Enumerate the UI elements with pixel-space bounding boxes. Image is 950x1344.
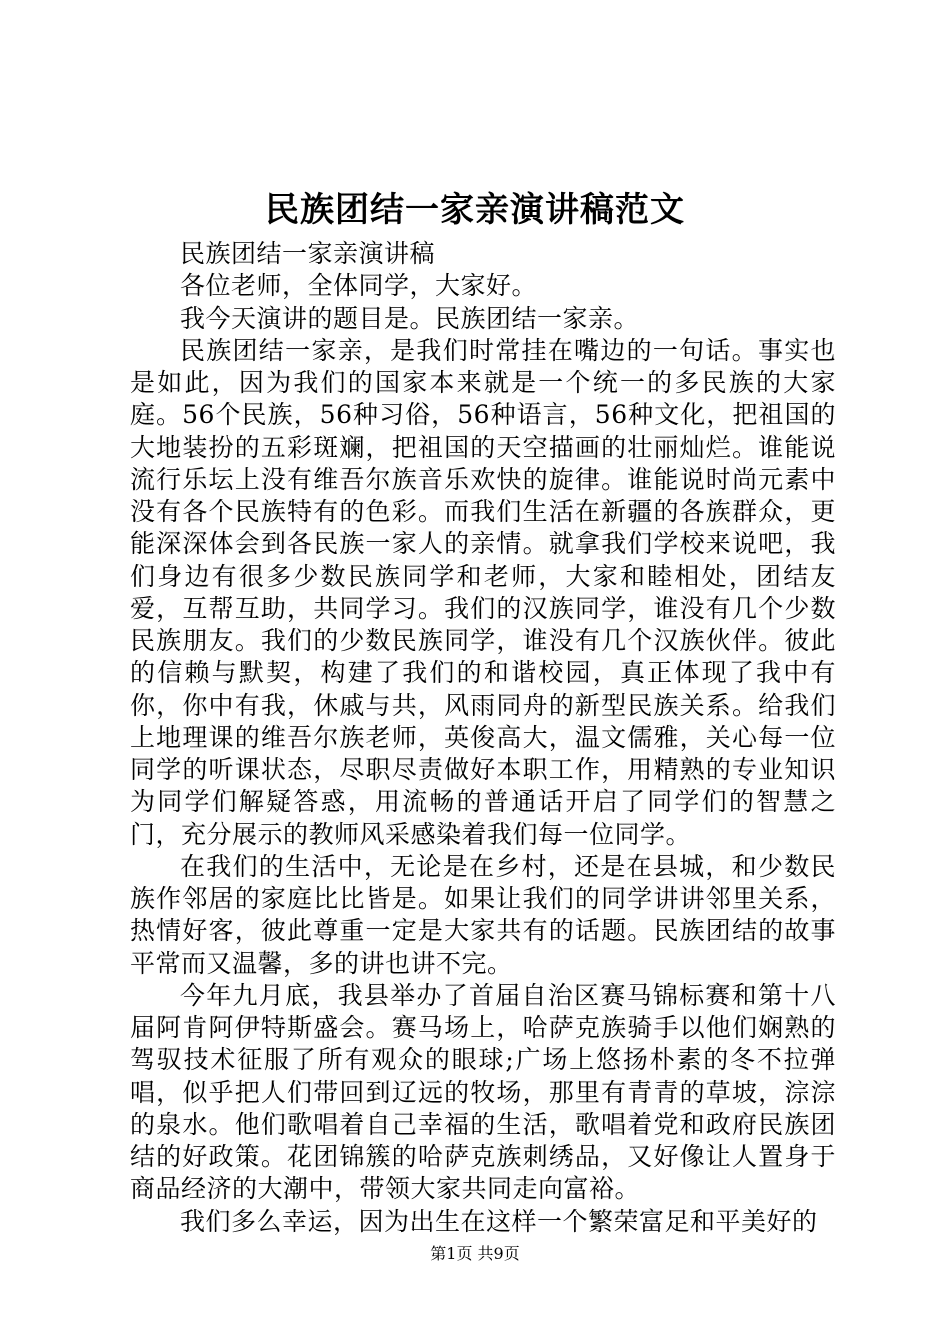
document-body [130,238,836,1238]
paragraph-subtitle: 民族团结一家亲演讲稿 [180,239,436,268]
page-number: 第1页 共9页 [430,1244,520,1263]
document-title: 民族团结一家亲演讲稿范文 [265,190,685,230]
paragraph-body: 在我们的生活中，无论是在乡村，还是在县城，和少数民族作邻居的家庭比比皆是。如果让我们的同学讲讲邻里关系，热情好客，彼此尊重一定是大家共有的话题。民族团结的故事平常而又温馨，多的讲也讲不完。 [130,851,836,978]
paragraph-body: 民族团结一家亲，是我们时常挂在嘴边的一句话。事实也是如此，因为我们的国家本来就是一个统一的多民族的大家庭。56个民族，56种习俗，56种语言，56种文化，把祖国的大地装扮的五彩斑斓，把祖国的天空描画的壮丽灿烂。谁能说流行乐坛上没有维吾尔族音乐欢快的旋律。谁能说时尚元素中没有各个民族特有的色彩。而我们生活在新疆的各族群众，更能深深体会到各民族一家人的亲情。就拿我们学校来说吧，我们身边有很多少数民族同学和老师，大家和睦相处，团结友爱，互帮互助，共同学习。我们的汉族同学，谁没有几个少数民族朋友。我们的少数民族同学，谁没有几个汉族伙伴。彼此的信赖与默契，构建了我们的和谐校园，真正体现了我中有你，你中有我，休戚与共，风雨同舟的新型民族关系。给我们上地理课的维吾尔族老师，英俊高大，温文儒雅，关心每一位同学的听课状态，尽职尽责做好本职工作，用精熟的专业知识为同学们解疑答惑，用流畅的普通话开启了同学们的智慧之门，充分展示的教师风采感染着我们每一位同学。 [130,335,836,849]
paragraph-body: 今年九月底，我县举办了首届自治区赛马锦标赛和第十八届阿肯阿伊特斯盛会。赛马场上，哈萨克族骑手以他们娴熟的驾驭技术征服了所有观众的眼球;广场上悠扬朴素的冬不拉弹唱，似乎把人们带回到辽远的牧场，那里有青青的草坡，淙淙的泉水。他们歌唱着自己幸福的生活，歌唱着党和政府民族团结的好政策。花团锦簇的哈萨克族刺绣品，又好像让人置身于商品经济的大潮中，带领大家共同走向富裕。 [130,980,836,1204]
paragraph-body: 我们多么幸运，因为出生在这样一个繁荣富足和平美好的 [180,1206,818,1236]
paragraph-greeting: 各位老师，全体同学，大家好。 [180,271,538,301]
paragraph-topic: 我今天演讲的题目是。民族团结一家亲。 [180,303,640,333]
